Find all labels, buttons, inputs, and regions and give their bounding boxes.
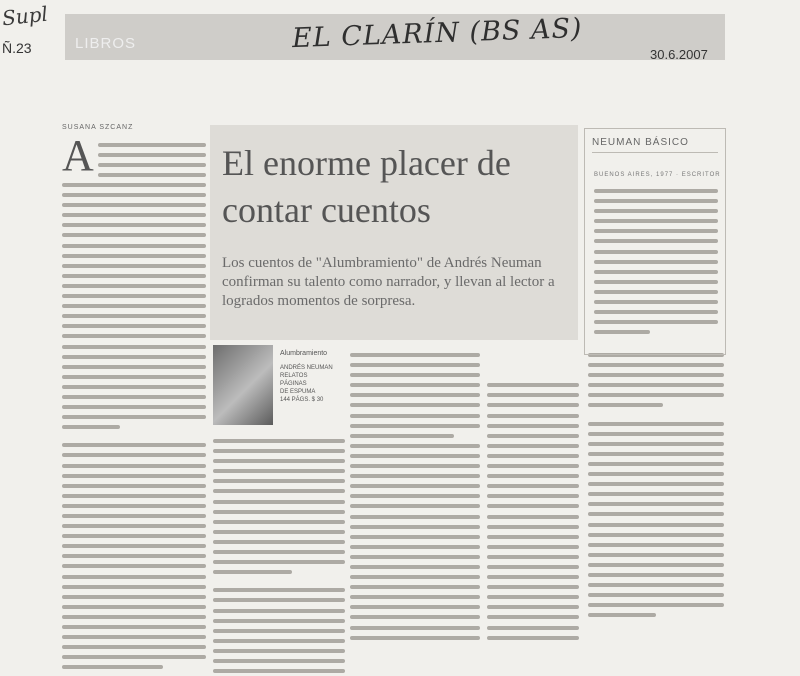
book-detail: ANDRÉS NEUMAN: [280, 365, 333, 371]
body-column-2: [213, 436, 345, 676]
section-label: LIBROS: [75, 35, 137, 52]
sidebar-heading: NEUMAN BÁSICO: [592, 137, 718, 153]
body-column-1-cont: [62, 180, 206, 673]
body-column-1: [98, 140, 206, 180]
article-title: El enorme placer de contar cuentos: [222, 143, 511, 230]
article-subtitle: Los cuentos de "Alumbramiento" de Andrés Neuman confirman su talento como narrador, y llevan al lector a logrados momentos de sorpresa.: [222, 255, 555, 309]
handwritten-tag: Supl: [0, 1, 49, 31]
article-byline: SUSANA SZCANZ: [62, 124, 134, 131]
body-column-3: [350, 350, 480, 643]
issue-number: Ñ.23: [2, 40, 32, 56]
sidebar-byline: BUENOS AIRES, 1977 · ESCRITOR: [594, 172, 721, 178]
body-column-5: [588, 350, 724, 620]
book-detail: PÁGINAS: [280, 381, 307, 387]
book-detail: 144 PÁGS. $ 30: [280, 397, 324, 403]
book-detail: RELATOS: [280, 373, 308, 379]
drop-cap: A: [62, 131, 94, 180]
body-column-4: [487, 350, 579, 643]
newspaper-masthead: EL CLARÍN (BS AS): [291, 12, 583, 55]
book-title: Alumbramiento: [280, 350, 328, 357]
publication-date: 30.6.2007: [650, 47, 708, 62]
book-info: [280, 350, 342, 404]
book-detail: DE ESPUMA: [280, 389, 316, 395]
author-photo: [213, 345, 273, 425]
sidebar-text: [594, 186, 718, 337]
